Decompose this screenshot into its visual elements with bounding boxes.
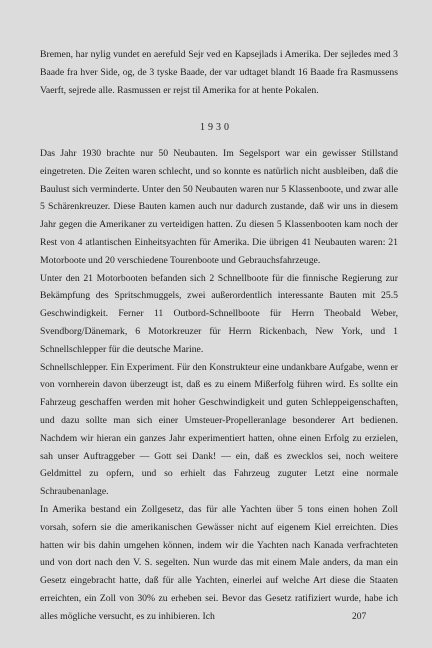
main-text-block xyxy=(40,145,398,626)
continuation-block xyxy=(40,46,398,99)
page-number: 207 xyxy=(352,612,367,622)
paragraph-1: Das Jahr 1930 brachte nur 50 Neubauten. Im Segelsport war ein gewisser Stillstand eingetreten. Die Zeiten waren schlecht, und so konnte es natürlich nicht ausbleiben, daß die Baulust sich verminderte. Unter den 50 Neubauten waren nur 5 Klassenboote, und zwar alle 5 Schärenkreuzer. Diese Bauten kamen auch nur dadurch zustande, daß wir uns in diesem Jahr gegen die Amerikaner zu verteidigen hatten. Zu diesen 5 Klassenbooten kam noch der Rest von 4 atlantischen Einheitsyachten für Amerika. Die übrigen 41 Neubauten waren: 21 Motorboote und 20 verschiedene Tourenboote und Gebrauchsfahrzeuge. xyxy=(40,148,398,266)
paragraph-4: In Amerika bestand ein Zollgesetz, das für alle Yachten über 5 tons einen hohen Zoll vorsah, sofern sie die amerikanischen Gewässer nicht auf eigenem Kiel erreichten. Dies hatten wir bis dahin umgehen können, indem wir die Yachten nach Kanada verfrachteten und von dort nach den V. S. segelten. Nun wurde das mit einem Male anders, da man ein Gesetz eingebracht hatte, daß für alle Yachten, einerlei auf welche Art diese die Staaten erreichten, ein Zoll von 30% zu erheben sei. Bevor das Gesetz ratifiziert wurde, habe ich alles mögliche versucht, es zu inhibieren. Ich xyxy=(40,503,398,622)
year-heading: 1930 xyxy=(200,122,232,133)
paragraph-3: Schnellschlepper. Ein Experiment. Für den Konstrukteur eine undankbare Aufgabe, wenn er von vornherein davon überzeugt ist, daß es zu einem Mißerfolg führen wird. Es sollte ein Fahrzeug geschaffen werden mit hoher Geschwindigkeit und guten Schleppeigenschaften, und dazu sollte man sich einer Umsteuer-Propelleranlage besonderer Art bedienen. Nachdem wir hieran ein ganzes Jahr experimentiert hatten, ohne einen Erfolg zu erzielen, sah unser Auftraggeber — Gott sei Dank! — ein, daß es zwecklos sei, noch weitere Geldmittel zu opfern, und so erhielt das Fahrzeug zuguter Letzt eine normale Schraubenanlage. xyxy=(40,361,398,498)
paragraph-2: Unter den 21 Motorbooten befanden sich 2 Schnellboote für die finnische Regierung zur Bekämpfung des Spritschmuggels, zwei außerordentlich interessante Bauten mit 25.5 Geschwindigkeit. Ferner 11 Outbord-Schnellboote für Herrn Theobald Weber, Svendborg/Dänemark, 6 Motorkreuzer für Herrn Rickenbach, New York, und 1 Schnellschlepper für die deutsche Marine. xyxy=(40,272,398,355)
continuation-paragraph: Bremen, har nylig vundet en aerefuld Sejr ved en Kapsejlads i Amerika. Der sejledes med 3 Baade fra hver Side, og, de 3 tyske Baade, der var udtaget blandt 16 Baade fra Rasmussens Vaerft, sejrede alle. Rasmussen er rejst til Amerika for at hente Pokalen. xyxy=(40,49,398,96)
